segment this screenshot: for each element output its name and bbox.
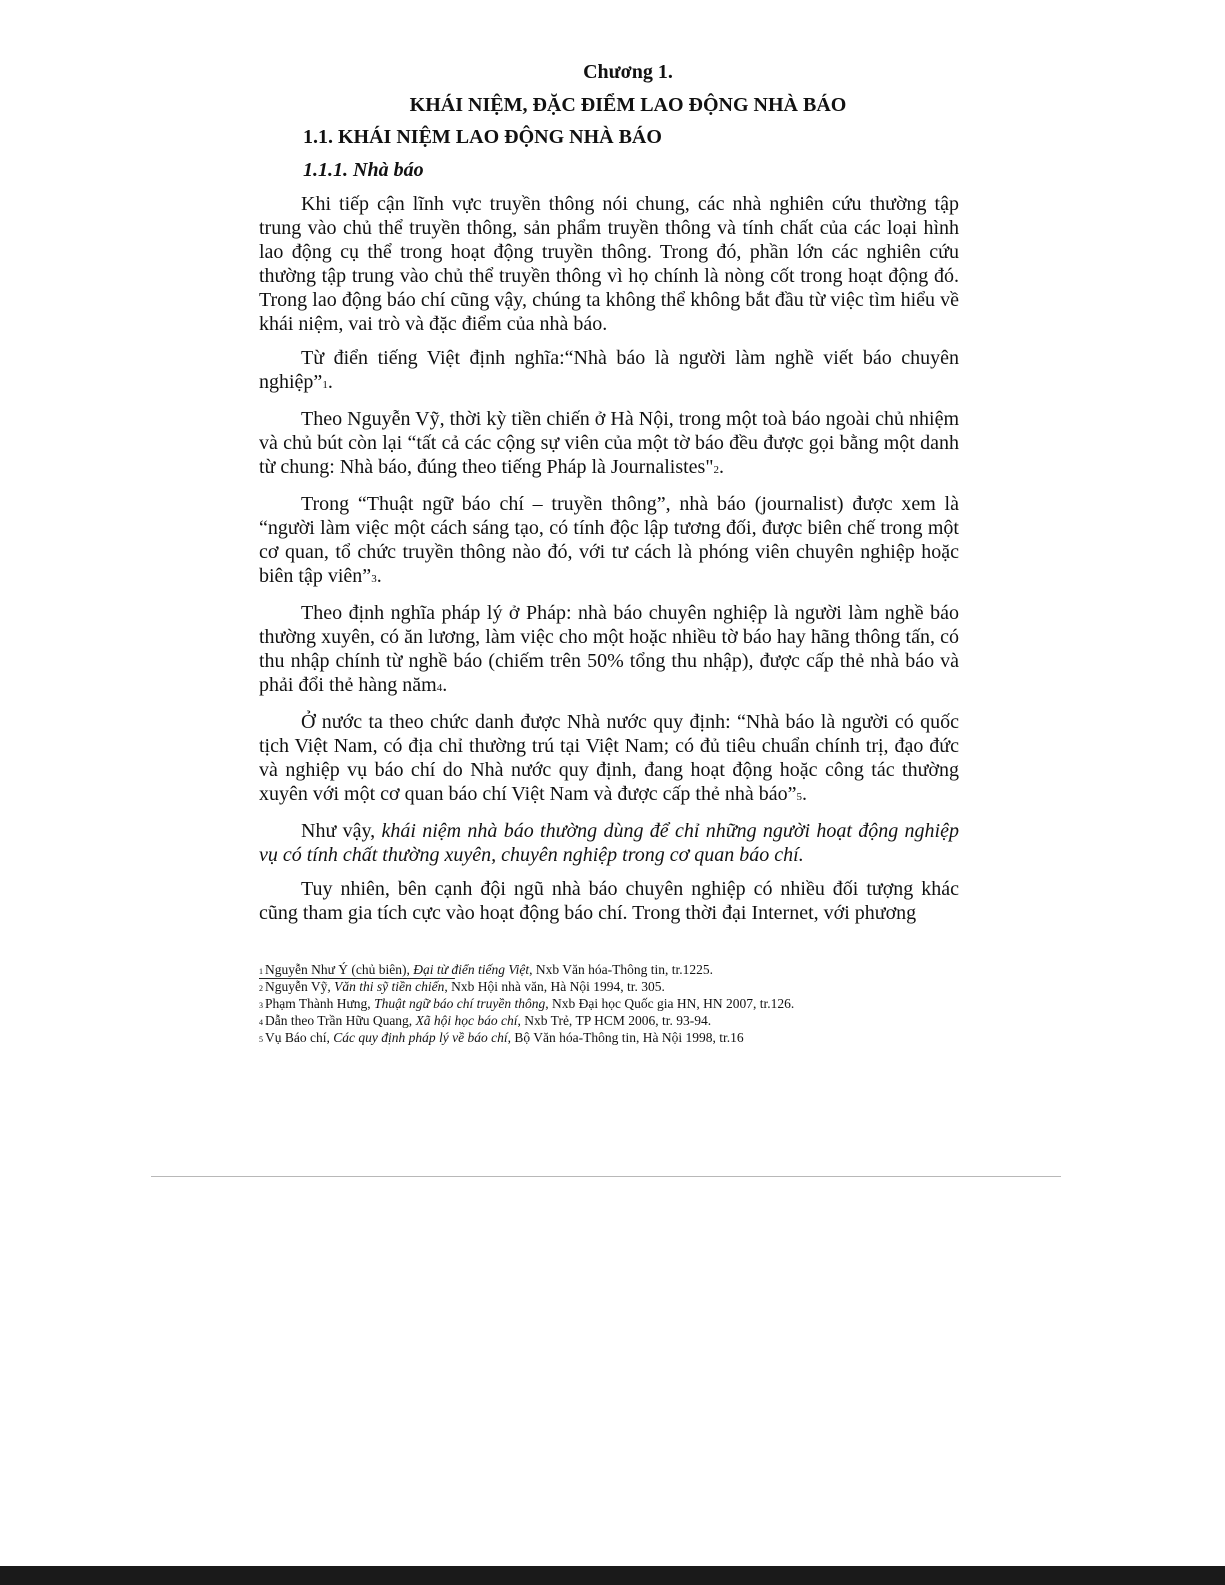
paragraph-7 bbox=[259, 819, 959, 867]
footnote-5 bbox=[259, 1030, 959, 1047]
footnote-publisher: , Bộ Văn hóa-Thông tin, Hà Nội 1998, tr.16 bbox=[507, 1030, 744, 1045]
paragraph-6-text: Ở nước ta theo chức danh được Nhà nước quy định: “Nhà báo là người có quốc tịch Việt Nam, có địa chỉ thường trú tại Việt Nam; có đủ tiêu chuẩn chính trị, đạo đức và nghiệp vụ báo chí do Nhà nước quy định, đang hoạt động hoặc công tác thường xuyên với một cơ quan báo chí Việt Nam và được cấp thẻ nhà báo” bbox=[259, 711, 959, 805]
paragraph-2-text: Từ điển tiếng Việt định nghĩa:“Nhà báo là người làm nghề viết báo chuyên nghiệp” bbox=[259, 347, 959, 393]
paragraph-7-lead: Như vậy, bbox=[301, 820, 382, 842]
footnote-publisher: , Nxb Văn hóa-Thông tin, tr.1225. bbox=[529, 962, 713, 977]
footnote-publisher: , Nxb Đại học Quốc gia HN, HN 2007, tr.126. bbox=[545, 996, 795, 1011]
paragraph-6 bbox=[259, 710, 959, 809]
paragraph-8-text: Tuy nhiên, bên cạnh đội ngũ nhà báo chuyên nghiệp có nhiều đối tượng khác cũng tham gia tích cực vào hoạt động báo chí. Trong thời đại Internet, với phương bbox=[259, 878, 959, 924]
footnote-author: Nguyễn Vỹ, bbox=[265, 979, 335, 994]
body-text bbox=[259, 192, 959, 925]
footnote-title: Thuật ngữ báo chí truyền thông bbox=[374, 996, 546, 1011]
footnote-ref-1[interactable]: 1 bbox=[322, 379, 328, 391]
footnote-number: 2 bbox=[259, 984, 263, 993]
section-heading: 1.1. KHÁI NIỆM LAO ĐỘNG NHÀ BÁO bbox=[303, 126, 662, 148]
paragraph-3-text: Theo Nguyễn Vỹ, thời kỳ tiền chiến ở Hà Nội, trong một toà báo ngoài chủ nhiệm và chủ bút còn lại “tất cả các cộng sự viên của một tờ báo đều được gọi bằng một danh từ chung: Nhà báo, đúng theo tiếng Pháp là Journalistes" bbox=[259, 408, 959, 478]
footnote-number: 1 bbox=[259, 967, 263, 976]
paragraph-7-emphasis: khái niệm nhà báo thường dùng để chỉ những người hoạt động nghiệp vụ có tính chất thường xuyên, chuyên nghiệp trong cơ quan báo chí. bbox=[259, 820, 959, 866]
footnote-title: Đại từ điển tiếng Việt bbox=[413, 962, 530, 977]
paragraph-4 bbox=[259, 492, 959, 591]
footnote-number: 4 bbox=[259, 1018, 263, 1027]
footnote-4 bbox=[259, 1013, 959, 1030]
viewer-bottom-edge bbox=[0, 1566, 1225, 1585]
footnote-number: 3 bbox=[259, 1001, 263, 1010]
footnote-ref-2[interactable]: 2 bbox=[713, 464, 719, 476]
footnote-ref-3[interactable]: 3 bbox=[371, 573, 377, 585]
footnote-author: Nguyễn Như Ý (chủ biên), bbox=[265, 962, 414, 977]
footnote-title: Văn thi sỹ tiền chiến bbox=[334, 979, 445, 994]
paragraph-5-end: . bbox=[442, 674, 448, 696]
footnote-title: Các quy định pháp lý về báo chí bbox=[333, 1030, 508, 1045]
footnote-ref-4[interactable]: 4 bbox=[436, 682, 443, 694]
paragraph-2-end: . bbox=[327, 371, 333, 393]
footnote-author: Dẫn theo Trần Hữu Quang, bbox=[265, 1013, 416, 1028]
footnote-3 bbox=[259, 996, 959, 1013]
chapter-title: KHÁI NIỆM, ĐẶC ĐIỂM LAO ĐỘNG NHÀ BÁO bbox=[409, 94, 847, 116]
subsection-heading: 1.1.1. Nhà báo bbox=[303, 159, 424, 181]
footnote-ref-5[interactable]: 5 bbox=[796, 791, 802, 803]
page-separator bbox=[151, 1176, 1061, 1177]
footnote-2 bbox=[259, 979, 959, 996]
footnote-publisher: , Nxb Trẻ, TP HCM 2006, tr. 93-94. bbox=[517, 1013, 712, 1028]
paragraph-3 bbox=[259, 407, 959, 482]
paragraph-2 bbox=[259, 346, 959, 397]
footnote-author: Phạm Thành Hưng, bbox=[265, 996, 375, 1011]
footnotes bbox=[259, 962, 959, 1047]
footnote-separator bbox=[259, 978, 455, 979]
paragraph-4-end: . bbox=[376, 565, 382, 587]
footnote-author: Vụ Báo chí, bbox=[265, 1030, 334, 1045]
paragraph-1 bbox=[259, 192, 959, 336]
paragraph-1-text: Khi tiếp cận lĩnh vực truyền thông nói chung, các nhà nghiên cứu thường tập trung vào chủ thể truyền thông, sản phẩm truyền thông và tính chất của các loại hình lao động cụ thể trong hoạt động truyền thông. Trong đó, phần lớn các nghiên cứu thường tập trung vào chủ thể truyền thông vì họ chính là nòng cốt trong hoạt động đó. Trong lao động báo chí cũng vậy, chúng ta không thể không bắt đầu từ việc tìm hiểu về khái niệm, vai trò và đặc điểm của nhà báo. bbox=[259, 193, 959, 335]
paragraph-4-text: Trong “Thuật ngữ báo chí – truyền thông”, nhà báo (journalist) được xem là “người làm việc một cách sáng tạo, có tính độc lập tương đối, được biên chế trong một cơ quan, tổ chức truyền thông nào đó, với tư cách là phóng viên chuyên nghiệp hoặc biên tập viên” bbox=[259, 493, 959, 587]
footnote-number: 5 bbox=[259, 1035, 263, 1044]
paragraph-5 bbox=[259, 601, 959, 700]
paragraph-8 bbox=[259, 877, 959, 925]
paragraph-3-end: . bbox=[718, 456, 724, 478]
chapter-number: Chương 1. bbox=[583, 61, 673, 83]
paragraph-6-end: . bbox=[802, 783, 807, 805]
footnote-publisher: , Nxb Hội nhà văn, Hà Nội 1994, tr. 305. bbox=[444, 979, 665, 994]
footnote-1 bbox=[259, 962, 959, 979]
footnote-title: Xã hội học báo chí bbox=[415, 1013, 518, 1028]
paragraph-5-text: Theo định nghĩa pháp lý ở Pháp: nhà báo chuyên nghiệp là người làm nghề báo thường xuyên, có ăn lương, làm việc cho một hoặc nhiều tờ báo hay hãng thông tấn, có thu nhập chính từ nghề báo (chiếm trên 50% tổng thu nhập), được cấp thẻ nhà báo và phải đổi thẻ hàng năm bbox=[259, 602, 959, 696]
